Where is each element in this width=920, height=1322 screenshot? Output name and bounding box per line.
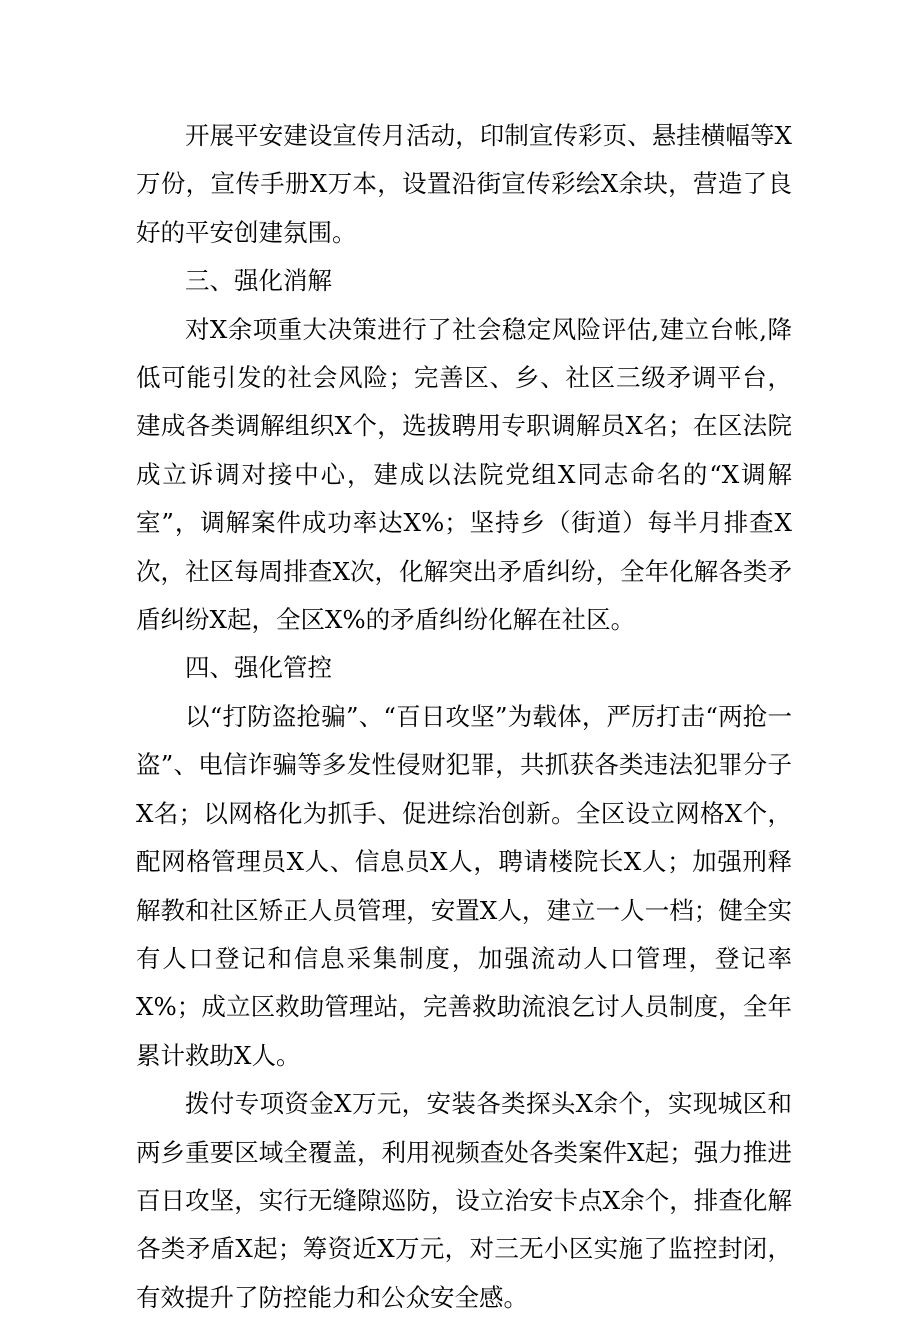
paragraph-resolution: 对X余项重大决策进行了社会稳定风险评估,建立台帐,降低可能引发的社会风险；完善区、乡、社区三级矛调平台，建成各类调解组织X个，选拔聘用专职调解员X名；在区法院成立诉调对接中心，建成以法院党组X同志命名的“X调解室”，调解案件成功率达X%；坚持乡（街道）每半月排查X次，社区每周排查X次，化解突出矛盾纠纷，全年化解各类矛盾纠纷X起，全区X%的矛盾纠纷化解在社区。 xyxy=(136,314,792,635)
section-heading-resolution: 三、强化消解 xyxy=(185,266,332,296)
document-body xyxy=(136,112,792,1322)
paragraph-funding: 拨付专项资金X万元，安装各类探头X余个，实现城区和两乡重要区域全覆盖，利用视频查处各类案件X起；强力推进百日攻坚，实行无缝隙巡防，设立治安卡点X余个，排查化解各类矛盾X起；筹资近X万元，对三无小区实施了监控封闭，有效提升了防控能力和公众安全感。 xyxy=(136,1089,792,1312)
paragraph-publicity: 开展平安建设宣传月活动，印制宣传彩页、悬挂横幅等X万份，宣传手册X万本，设置沿街宣传彩绘X余块，营造了良好的平安创建氛围。 xyxy=(136,121,792,247)
section-heading-control: 四、强化管控 xyxy=(185,653,332,683)
paragraph-control: 以“打防盗抢骗”、“百日攻坚”为载体，严厉打击“两抢一盗”、电信诈骗等多发性侵财犯罪，共抓获各类违法犯罪分子X名；以网格化为抓手、促进综治创新。全区设立网格X个，配网格管理员X人、信息员X人，聘请楼院长X人；加强刑释解教和社区矫正人员管理，安置X人，建立一人一档；健全实有人口登记和信息采集制度，加强流动人口管理，登记率X%；成立区救助管理站，完善救助流浪乞讨人员制度，全年累计救助X人。 xyxy=(136,701,792,1070)
